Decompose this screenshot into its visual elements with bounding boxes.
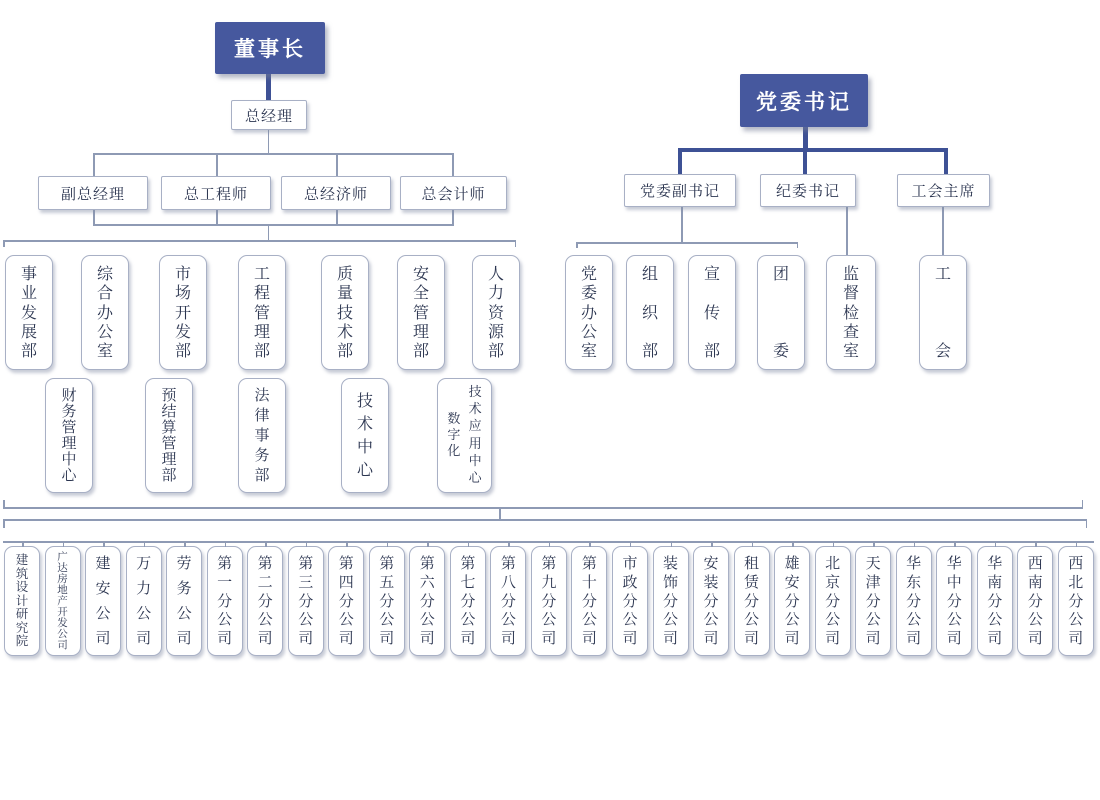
node-subsidiary: 第 二 分 公 司 bbox=[247, 546, 283, 656]
node-subsidiary: 第 十 分 公 司 bbox=[571, 546, 607, 656]
node-subsidiary: 广 达 房 地 产 开 发 公 司 bbox=[45, 546, 81, 656]
node-subsidiary: 华 中 分 公 司 bbox=[936, 546, 972, 656]
node-department: 财 务 管 理 中 心 bbox=[45, 378, 93, 493]
node-party-deputy: 纪委书记 bbox=[760, 174, 856, 207]
node-department: 综 合 办 公 室 bbox=[81, 255, 129, 370]
node-executive: 总经济师 bbox=[281, 176, 391, 210]
node-chairman: 董事长 bbox=[215, 22, 325, 74]
node-party-department: 团 委 bbox=[757, 255, 805, 370]
node-subsidiary: 建 安 公 司 bbox=[85, 546, 121, 656]
node-executive: 总工程师 bbox=[161, 176, 271, 210]
node-party-department: 宣 传 部 bbox=[688, 255, 736, 370]
node-party-department: 党 委 办 公 室 bbox=[565, 255, 613, 370]
node-subsidiary: 华 南 分 公 司 bbox=[977, 546, 1013, 656]
node-subsidiary: 西 南 分 公 司 bbox=[1017, 546, 1053, 656]
node-subsidiary: 租 赁 分 公 司 bbox=[734, 546, 770, 656]
node-subsidiary: 劳 务 公 司 bbox=[166, 546, 202, 656]
node-subsidiary: 北 京 分 公 司 bbox=[815, 546, 851, 656]
node-party-deputy: 党委副书记 bbox=[624, 174, 736, 207]
node-subsidiary: 装 饰 分 公 司 bbox=[653, 546, 689, 656]
node-department: 工 程 管 理 部 bbox=[238, 255, 286, 370]
node-department: 预 结 算 管 理 部 bbox=[145, 378, 193, 493]
node-subsidiary: 天 津 分 公 司 bbox=[855, 546, 891, 656]
node-department: 质 量 技 术 部 bbox=[321, 255, 369, 370]
node-subsidiary: 建 筑 设 计 研 究 院 bbox=[4, 546, 40, 656]
node-subsidiary: 第 三 分 公 司 bbox=[288, 546, 324, 656]
node-party-department: 组 织 部 bbox=[626, 255, 674, 370]
node-subsidiary: 第 一 分 公 司 bbox=[207, 546, 243, 656]
node-subsidiary: 第 五 分 公 司 bbox=[369, 546, 405, 656]
node-department: 技 术 中 心 bbox=[341, 378, 389, 493]
node-executive: 总会计师 bbox=[400, 176, 507, 210]
node-party-secretary: 党委书记 bbox=[740, 74, 868, 127]
digital-center-right-column: 技 术 应 用 中 心 bbox=[468, 385, 482, 486]
node-department: 市 场 开 发 部 bbox=[159, 255, 207, 370]
node-subsidiary: 第 九 分 公 司 bbox=[531, 546, 567, 656]
node-subsidiary: 华 东 分 公 司 bbox=[896, 546, 932, 656]
node-subsidiary: 第 六 分 公 司 bbox=[409, 546, 445, 656]
node-department: 法 律 事 务 部 bbox=[238, 378, 286, 493]
node-subsidiary: 第 七 分 公 司 bbox=[450, 546, 486, 656]
node-subsidiary: 西 北 分 公 司 bbox=[1058, 546, 1094, 656]
subsidiaries-row bbox=[4, 546, 1094, 656]
node-subsidiary: 安 装 分 公 司 bbox=[693, 546, 729, 656]
node-labor-union: 工 会 bbox=[919, 255, 967, 370]
node-department: 安 全 管 理 部 bbox=[397, 255, 445, 370]
node-general-manager: 总经理 bbox=[231, 100, 307, 130]
node-department: 事 业 发 展 部 bbox=[5, 255, 53, 370]
node-supervision-office: 监 督 检 查 室 bbox=[826, 255, 876, 370]
digital-center-left-column: 数 字 化 bbox=[447, 412, 461, 459]
node-department: 人 力 资 源 部 bbox=[472, 255, 520, 370]
node-subsidiary: 第 八 分 公 司 bbox=[490, 546, 526, 656]
node-subsidiary: 市 政 分 公 司 bbox=[612, 546, 648, 656]
node-executive: 副总经理 bbox=[38, 176, 148, 210]
node-party-deputy: 工会主席 bbox=[897, 174, 990, 207]
node-subsidiary: 第 四 分 公 司 bbox=[328, 546, 364, 656]
node-subsidiary: 雄 安 分 公 司 bbox=[774, 546, 810, 656]
node-subsidiary: 万 力 公 司 bbox=[126, 546, 162, 656]
